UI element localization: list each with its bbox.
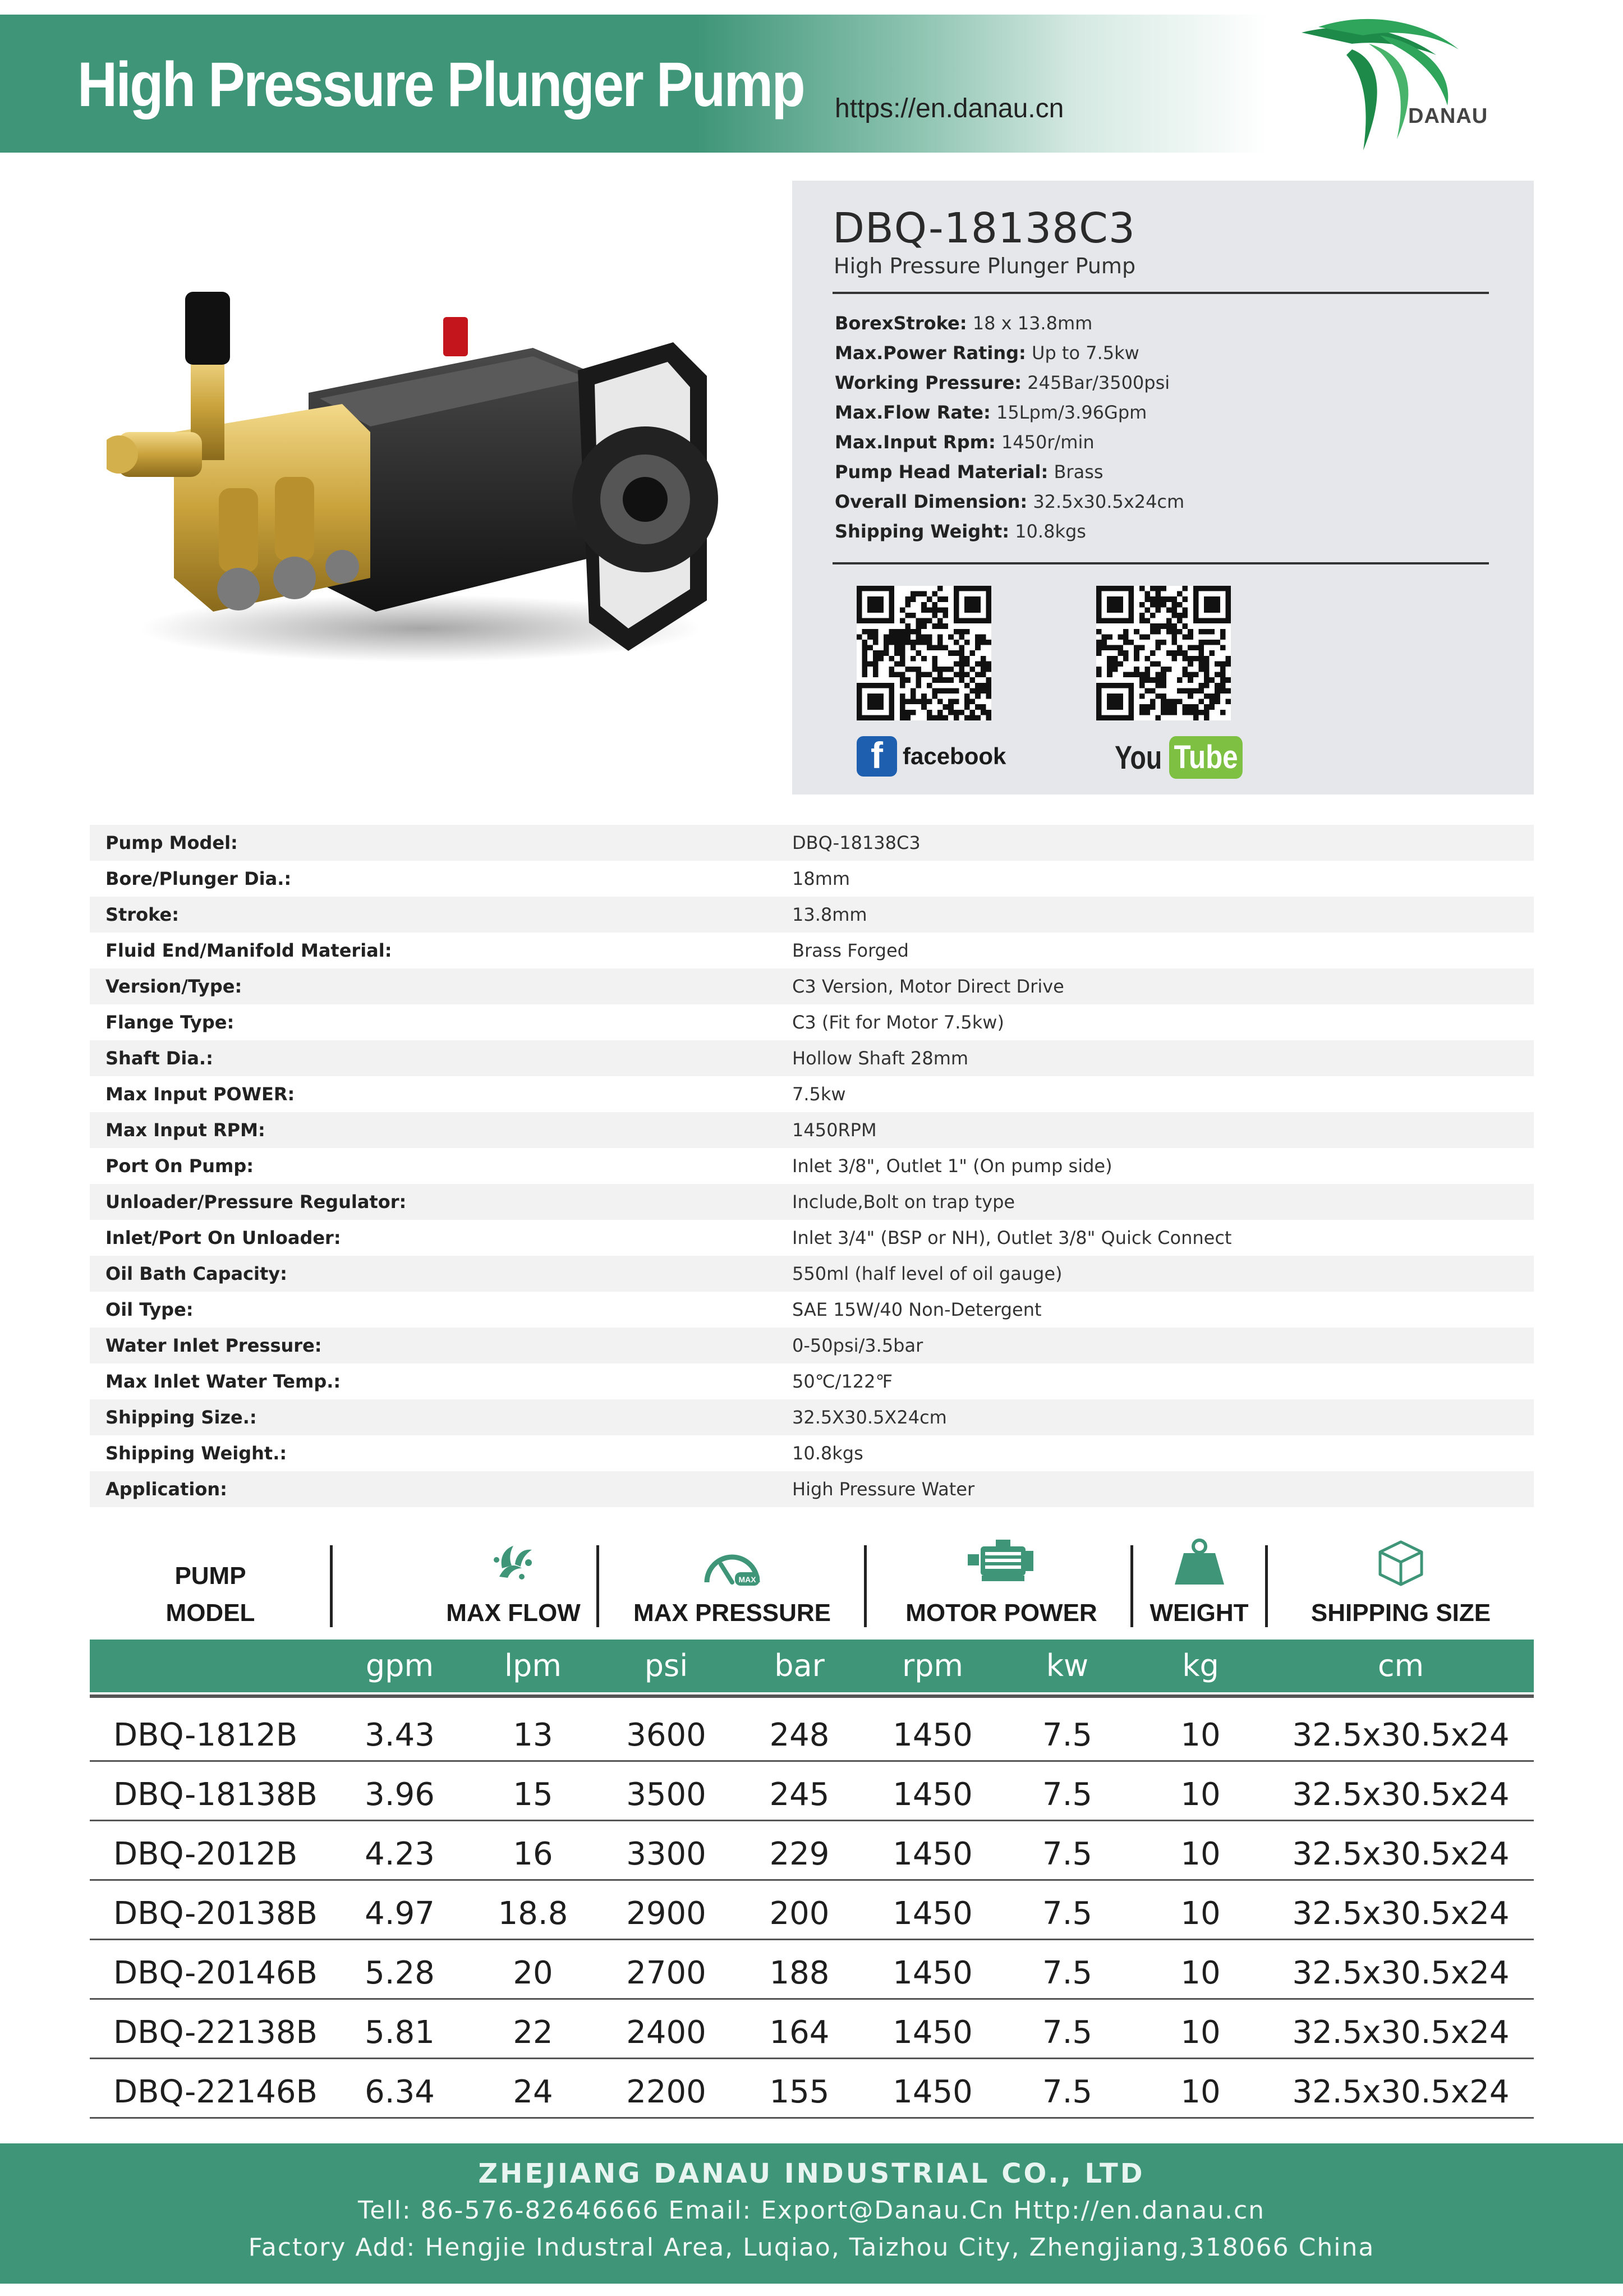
value-cell: 7.5 — [1042, 1776, 1093, 1813]
table-row — [90, 1762, 1534, 1821]
value-cell: 3300 — [626, 1836, 706, 1872]
spec-line: Max.Power Rating: Up to 7.5kw — [835, 342, 1139, 364]
detail-value: SAE 15W/40 Non-Detergent — [792, 1299, 1042, 1320]
value-cell: 1450 — [893, 1717, 973, 1753]
youtube-logo-tube: Tube — [1169, 736, 1243, 779]
value-cell: 7.5 — [1042, 2074, 1093, 2110]
detail-value: 13.8mm — [792, 904, 867, 925]
detail-row — [90, 1435, 1534, 1471]
value-cell: 16 — [513, 1836, 553, 1872]
value-cell: 10 — [1180, 1776, 1221, 1813]
value-cell: 1450 — [893, 1836, 973, 1872]
comparison-table-header — [90, 1537, 1534, 1627]
pressure-gauge-icon — [701, 1537, 763, 1588]
value-cell: 5.81 — [365, 2014, 435, 2051]
spec-line: Overall Dimension: 32.5x30.5x24cm — [835, 491, 1185, 512]
value-cell: 1450 — [893, 1895, 973, 1932]
footer-company: ZHEJIANG DANAU INDUSTRIAL CO., LTD — [478, 2158, 1145, 2189]
model-cell: DBQ-2012B — [113, 1836, 298, 1872]
value-cell: 2400 — [626, 2014, 706, 2051]
detail-row — [90, 1328, 1534, 1363]
detail-value: 50℃/122℉ — [792, 1371, 893, 1392]
logo-text: DANAU — [1408, 104, 1488, 128]
detail-row — [90, 897, 1534, 933]
value-cell: 22 — [513, 2014, 553, 2051]
unit-label-kg: kg — [1182, 1648, 1219, 1683]
value-cell: 188 — [769, 1955, 830, 1991]
value-cell: 10 — [1180, 1955, 1221, 1991]
header-pump-model — [90, 1537, 331, 1627]
detail-label: Application: — [105, 1478, 227, 1500]
spec-line: Max.Flow Rate: 15Lpm/3.96Gpm — [835, 402, 1147, 423]
detail-label: Oil Type: — [105, 1299, 194, 1320]
table-row — [90, 1821, 1534, 1881]
spec-line: BorexStroke: 18 x 13.8mm — [835, 313, 1093, 334]
detail-row — [90, 825, 1534, 861]
column-divider — [330, 1545, 333, 1627]
detail-label: Bore/Plunger Dia.: — [105, 868, 292, 889]
header-ship-label: SHIPPING SIZE — [1311, 1599, 1491, 1627]
detail-row — [90, 1256, 1534, 1292]
value-cell: 164 — [769, 2014, 830, 2051]
value-cell: 1450 — [893, 2014, 973, 2051]
unit-label-gpm: gpm — [365, 1648, 434, 1683]
detail-label: Stroke: — [105, 904, 180, 925]
gauge-badge-text: MAX — [738, 1575, 756, 1584]
detail-row — [90, 1112, 1534, 1148]
value-cell: 7.5 — [1042, 1717, 1093, 1753]
divider — [833, 292, 1489, 294]
detail-value: 550ml (half level of oil gauge) — [792, 1263, 1063, 1284]
detail-label: Max Input POWER: — [105, 1083, 295, 1105]
pump-product-image — [107, 264, 724, 673]
value-cell: 2900 — [626, 1895, 706, 1932]
value-cell: 6.34 — [365, 2074, 435, 2110]
value-cell: 18.8 — [498, 1895, 568, 1932]
table-row — [90, 1702, 1534, 1762]
facebook-qr-code[interactable] — [857, 586, 991, 720]
motor-icon — [965, 1537, 1038, 1588]
model-cell: DBQ-22138B — [113, 2014, 318, 2051]
detail-label: Unloader/Pressure Regulator: — [105, 1191, 407, 1213]
detail-row — [90, 1148, 1534, 1184]
value-cell: 3600 — [626, 1717, 706, 1753]
value-cell: 32.5x30.5x24 — [1292, 1776, 1510, 1813]
value-cell: 248 — [769, 1717, 830, 1753]
detail-row — [90, 1184, 1534, 1220]
header-url-link[interactable]: https://en.danau.cn — [835, 94, 1064, 123]
value-cell: 10 — [1180, 1836, 1221, 1872]
footer — [0, 2143, 1623, 2284]
value-cell: 200 — [769, 1895, 830, 1932]
unit-label-psi: psi — [644, 1648, 688, 1683]
detail-row — [90, 1220, 1534, 1256]
value-cell: 32.5x30.5x24 — [1292, 1895, 1510, 1932]
header-pressure-label: MAX PRESSURE — [633, 1599, 831, 1627]
detail-label: Fluid End/Manifold Material: — [105, 940, 392, 961]
spec-line: Working Pressure: 245Bar/3500psi — [835, 372, 1170, 393]
value-cell: 32.5x30.5x24 — [1292, 1836, 1510, 1872]
value-cell: 20 — [513, 1955, 553, 1991]
value-cell: 7.5 — [1042, 2014, 1093, 2051]
value-cell: 32.5x30.5x24 — [1292, 1717, 1510, 1753]
youtube-qr-code[interactable] — [1096, 586, 1231, 720]
value-cell: 24 — [513, 2074, 553, 2110]
detail-value: Include,Bolt on trap type — [792, 1191, 1015, 1213]
detail-label: Shaft Dia.: — [105, 1048, 213, 1069]
value-cell: 7.5 — [1042, 1955, 1093, 1991]
detail-value: C3 (Fit for Motor 7.5kw) — [792, 1012, 1004, 1033]
detail-label: Inlet/Port On Unloader: — [105, 1227, 341, 1248]
spec-line: Pump Head Material: Brass — [835, 461, 1104, 483]
header-weight — [1133, 1537, 1265, 1627]
detail-label: Max Input RPM: — [105, 1119, 265, 1141]
value-cell: 3.96 — [365, 1776, 435, 1813]
page-title: High Pressure Plunger Pump — [77, 49, 804, 120]
value-cell: 7.5 — [1042, 1836, 1093, 1872]
table-row — [90, 2000, 1534, 2059]
footer-contact: Tell: 86-576-82646666 Email: Export@Danau.Cn Http://en.danau.cn — [357, 2196, 1266, 2225]
detail-value: Brass Forged — [792, 940, 909, 961]
detail-label: Version/Type: — [105, 976, 242, 997]
spec-panel — [792, 181, 1534, 795]
youtube-link[interactable] — [1115, 736, 1256, 779]
spec-line: Shipping Weight: 10.8kgs — [835, 521, 1086, 542]
detail-row — [90, 1363, 1534, 1399]
header-model-line1: PUMP — [174, 1562, 246, 1590]
spec-line: Max.Input Rpm: 1450r/min — [835, 431, 1095, 453]
value-cell: 1450 — [893, 1955, 973, 1991]
facebook-icon: f — [857, 736, 897, 777]
detail-value: Inlet 3/8", Outlet 1" (On pump side) — [792, 1155, 1112, 1177]
detail-row — [90, 933, 1534, 968]
detail-label: Max Inlet Water Temp.: — [105, 1371, 341, 1392]
value-cell: 245 — [769, 1776, 830, 1813]
detail-row — [90, 1292, 1534, 1328]
detail-label: Oil Bath Capacity: — [105, 1263, 287, 1284]
table-row — [90, 1940, 1534, 2000]
value-cell: 4.97 — [365, 1895, 435, 1932]
value-cell: 10 — [1180, 2014, 1221, 2051]
youtube-logo-you: You — [1115, 739, 1162, 776]
header-max-pressure — [597, 1537, 867, 1627]
model-cell: DBQ-18138B — [113, 1776, 318, 1813]
detail-value: 0-50psi/3.5bar — [792, 1335, 923, 1356]
header-weight-label: WEIGHT — [1150, 1599, 1249, 1627]
panel-subtitle: High Pressure Plunger Pump — [834, 254, 1136, 278]
value-cell: 10 — [1180, 1717, 1221, 1753]
detail-value: DBQ-18138C3 — [792, 832, 921, 853]
header-banner — [0, 15, 1268, 153]
detail-spec-table — [90, 825, 1534, 1507]
model-cell: DBQ-22146B — [113, 2074, 318, 2110]
unit-label-cm: cm — [1377, 1648, 1424, 1683]
header-shipping-size — [1268, 1537, 1534, 1627]
weight-icon — [1171, 1537, 1227, 1588]
table-row — [90, 1881, 1534, 1940]
detail-row — [90, 1004, 1534, 1040]
detail-row — [90, 861, 1534, 897]
value-cell: 4.23 — [365, 1836, 435, 1872]
detail-value: 7.5kw — [792, 1083, 846, 1105]
unit-label-bar: bar — [774, 1648, 825, 1683]
panel-spec-list — [835, 309, 1184, 547]
value-cell: 32.5x30.5x24 — [1292, 2014, 1510, 2051]
divider — [833, 562, 1489, 564]
header-motor-label: MOTOR POWER — [905, 1599, 1097, 1627]
comparison-table-body — [90, 1702, 1534, 2119]
value-cell: 3500 — [626, 1776, 706, 1813]
value-cell: 5.28 — [365, 1955, 435, 1991]
detail-label: Flange Type: — [105, 1012, 235, 1033]
value-cell: 15 — [513, 1776, 553, 1813]
value-cell: 229 — [769, 1836, 830, 1872]
detail-value: Inlet 3/4" (BSP or NH), Outlet 3/8" Quick Connect — [792, 1227, 1232, 1248]
panel-model-title: DBQ-18138C3 — [833, 204, 1135, 252]
value-cell: 2200 — [626, 2074, 706, 2110]
detail-value: Hollow Shaft 28mm — [792, 1048, 969, 1069]
header-model-line2: MODEL — [165, 1599, 255, 1627]
value-cell: 10 — [1180, 1895, 1221, 1932]
value-cell: 2700 — [626, 1955, 706, 1991]
model-cell: DBQ-20146B — [113, 1955, 318, 1991]
detail-value: 32.5X30.5X24cm — [792, 1407, 947, 1428]
detail-row — [90, 1471, 1534, 1507]
detail-row — [90, 1399, 1534, 1435]
divider — [90, 1695, 1534, 1698]
value-cell: 32.5x30.5x24 — [1292, 2074, 1510, 2110]
unit-label-lpm: lpm — [504, 1648, 562, 1683]
detail-row — [90, 1076, 1534, 1112]
value-cell: 10 — [1180, 2074, 1221, 2110]
detail-value: C3 Version, Motor Direct Drive — [792, 976, 1064, 997]
unit-label-kw: kw — [1046, 1648, 1089, 1683]
detail-label: Port On Pump: — [105, 1155, 254, 1177]
detail-label: Shipping Weight.: — [105, 1443, 287, 1464]
header-motor-power — [867, 1537, 1136, 1627]
detail-row — [90, 1040, 1534, 1076]
detail-value: 10.8kgs — [792, 1443, 863, 1464]
value-cell: 1450 — [893, 1776, 973, 1813]
model-cell: DBQ-20138B — [113, 1895, 318, 1932]
detail-value: High Pressure Water — [792, 1478, 975, 1500]
facebook-label: facebook — [903, 743, 1006, 769]
value-cell: 32.5x30.5x24 — [1292, 1955, 1510, 1991]
detail-label: Shipping Size.: — [105, 1407, 257, 1428]
box-icon — [1376, 1537, 1426, 1588]
value-cell: 7.5 — [1042, 1895, 1093, 1932]
value-cell: 3.43 — [365, 1717, 435, 1753]
footer-address: Factory Add: Hengjie Industral Area, Luqiao, Taizhou City, Zhengjiang,318066 China — [248, 2233, 1375, 2262]
detail-row — [90, 968, 1534, 1004]
comparison-units-bar — [90, 1640, 1534, 1692]
detail-value: 1450RPM — [792, 1119, 877, 1141]
detail-label: Water Inlet Pressure: — [105, 1335, 322, 1356]
facebook-link[interactable] — [857, 736, 1006, 777]
table-row — [90, 2059, 1534, 2119]
danau-logo-icon — [1296, 10, 1464, 156]
value-cell: 1450 — [893, 2074, 973, 2110]
model-cell: DBQ-1812B — [113, 1717, 298, 1753]
value-cell: 13 — [513, 1717, 553, 1753]
detail-value: 18mm — [792, 868, 850, 889]
value-cell: 155 — [769, 2074, 830, 2110]
unit-label-rpm: rpm — [902, 1648, 964, 1683]
header-flow-label: MAX FLOW — [446, 1599, 581, 1627]
detail-label: Pump Model: — [105, 832, 238, 853]
water-splash-icon — [488, 1537, 539, 1588]
